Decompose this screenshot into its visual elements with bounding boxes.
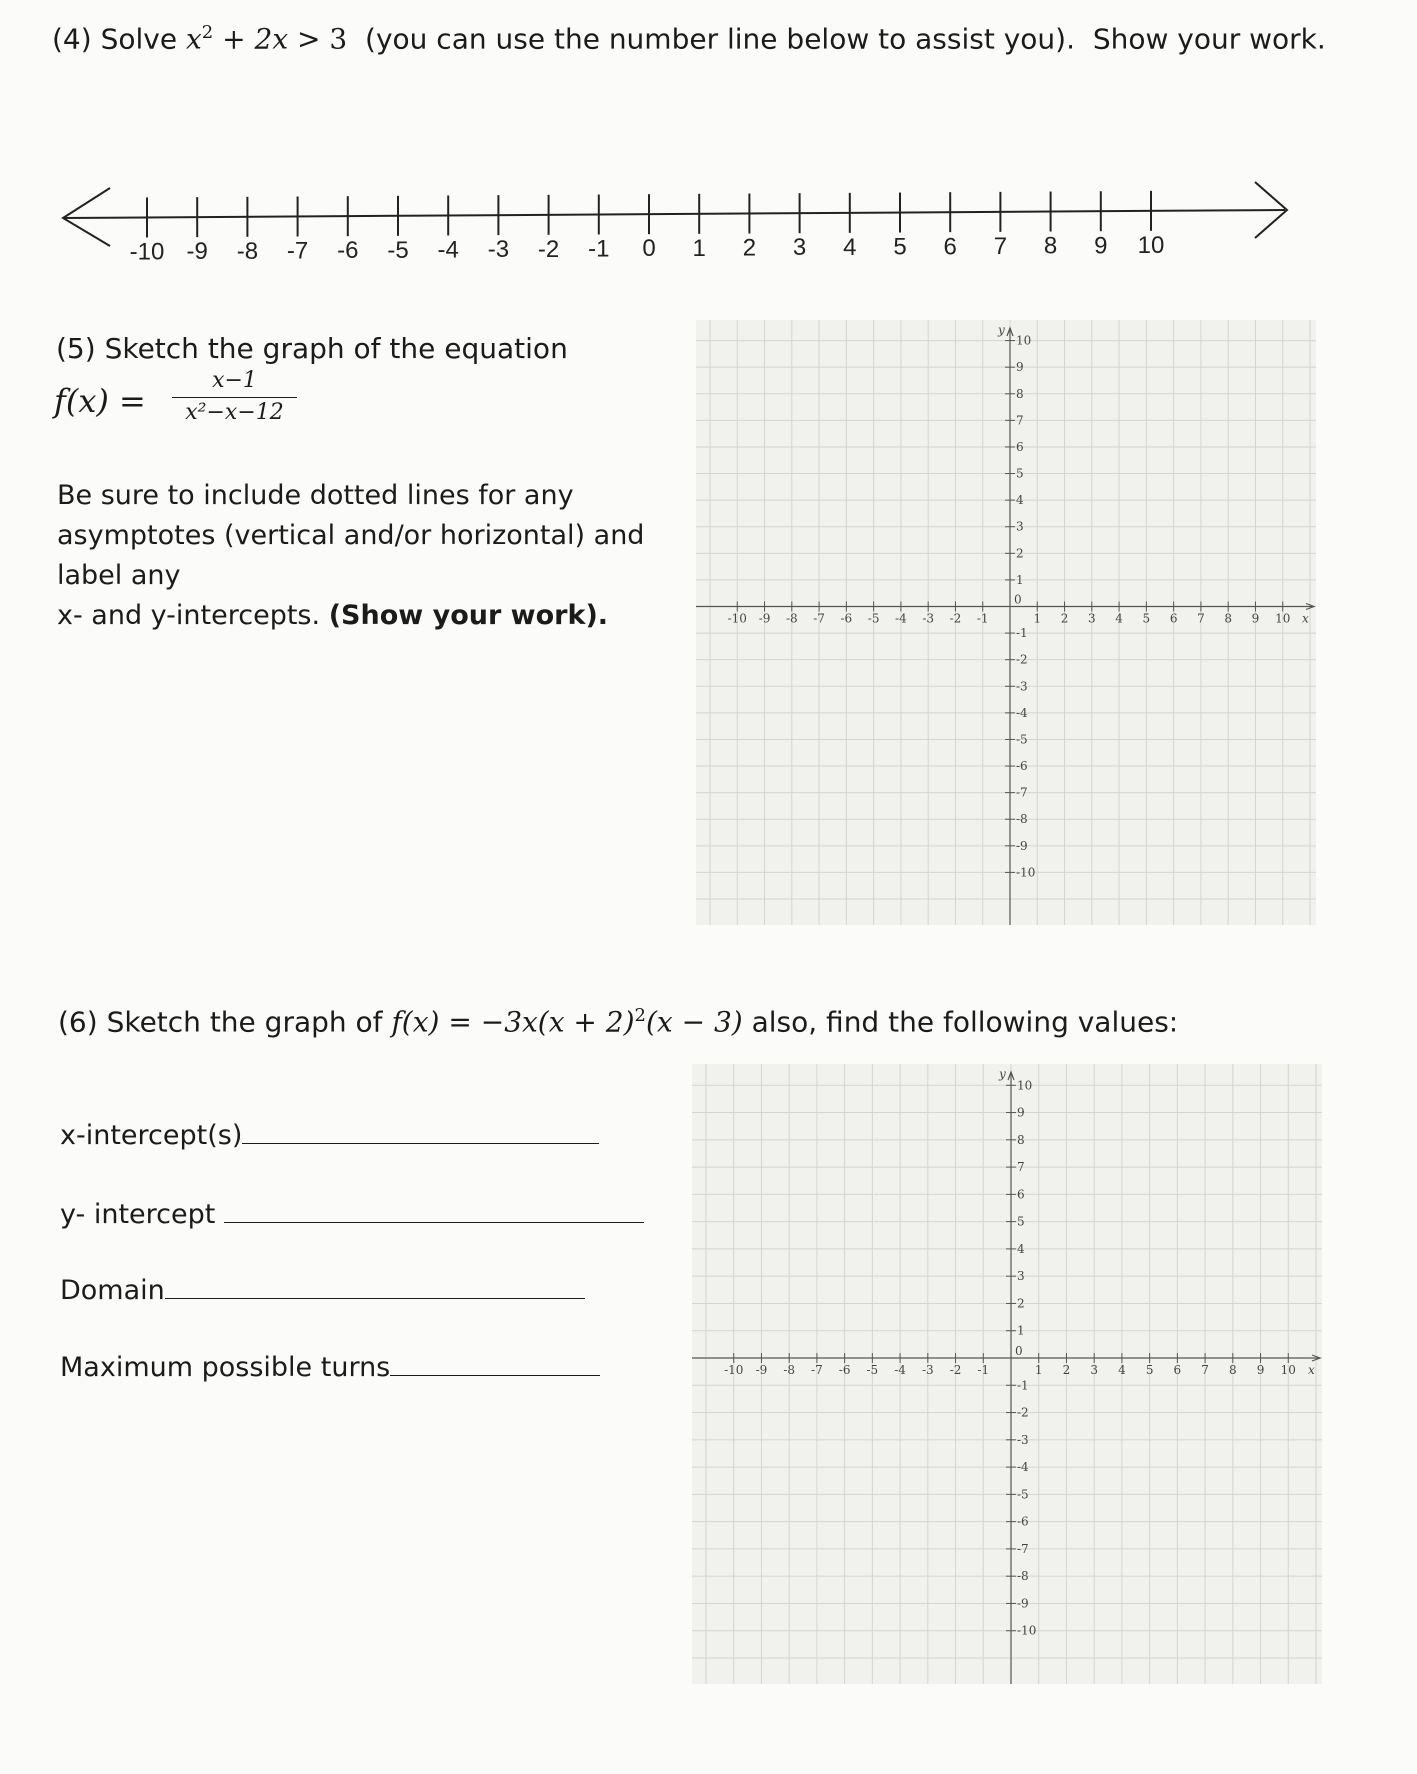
- number-line-label: -1: [588, 235, 610, 263]
- x-tick-label: 8: [1224, 611, 1233, 626]
- x-tick-label: -6: [838, 1363, 851, 1377]
- y-tick-label: -3: [1016, 679, 1028, 694]
- y-tick-label: -10: [1017, 1623, 1037, 1638]
- x-tick-label: 2: [1062, 1363, 1071, 1377]
- y-tick-label: 2: [1017, 1296, 1025, 1311]
- y-tick-label: 9: [1016, 360, 1024, 375]
- q4-exponent: 2: [201, 22, 214, 43]
- y-tick-label: -6: [1017, 1514, 1029, 1529]
- q5-title: [56, 332, 568, 365]
- x-tick-label: 4: [1118, 1363, 1126, 1377]
- y-tick-label: -7: [1017, 1541, 1029, 1556]
- q5-number: (5): [56, 332, 96, 365]
- q6-equals: =: [448, 1005, 472, 1039]
- number-line-label: 6: [943, 233, 957, 261]
- y-tick-label: -2: [1016, 652, 1028, 667]
- coordinate-grid-q6[interactable]: [692, 1064, 1322, 1684]
- q4-prompt: [52, 22, 1326, 55]
- y-tick-label: 7: [1016, 413, 1024, 428]
- y-tick-label: -1: [1017, 1378, 1029, 1393]
- y-tick-label: -9: [1017, 1596, 1029, 1611]
- y-tick-label: -8: [1016, 812, 1028, 827]
- y-tick-label: -5: [1016, 732, 1028, 747]
- y-tick-label: 6: [1016, 439, 1024, 454]
- domain-field: [60, 1272, 585, 1306]
- y-tick-label: 1: [1016, 572, 1024, 587]
- q5-instructions: [57, 476, 644, 636]
- q5-line-4: [57, 596, 644, 636]
- x-tick-label: -4: [894, 1363, 906, 1377]
- number-line-label: 7: [993, 232, 1008, 260]
- q4-plus: +: [222, 22, 246, 56]
- x-tick-label: 8: [1228, 1363, 1237, 1377]
- y-tick-label: 3: [1016, 519, 1024, 534]
- q5-title-text: Sketch the graph of the equation: [104, 332, 568, 365]
- x-tick-label: 6: [1169, 611, 1178, 626]
- x-tick-label: -10: [724, 1363, 744, 1377]
- q4-term2: 2x: [254, 22, 289, 56]
- number-line-labels: [130, 232, 1165, 265]
- q4-rhs: 3: [329, 22, 348, 56]
- q5-show-work: (Show your work).: [328, 600, 609, 631]
- y-tick-label: -4: [1017, 1460, 1029, 1475]
- y-tick-label: -7: [1016, 785, 1028, 800]
- x-tick-label: -2: [949, 611, 962, 626]
- y-tick-label: -4: [1016, 705, 1028, 720]
- q5-numerator: x−1: [172, 368, 297, 398]
- x-tick-label: 10: [1280, 1363, 1296, 1377]
- y-tick-label: 4: [1016, 493, 1024, 508]
- y-intercept-answer-line[interactable]: [224, 1196, 644, 1223]
- coordinate-grid-q5[interactable]: [696, 320, 1316, 925]
- y-tick-label: 1: [1017, 1323, 1025, 1338]
- x-tick-label: -10: [727, 611, 747, 626]
- q4-instruction-2: Show your work.: [1092, 22, 1326, 56]
- y-tick-label: -6: [1016, 759, 1028, 774]
- q4-relation: >: [297, 22, 321, 56]
- number-line-label: 3: [792, 234, 807, 262]
- x-tick-label: 5: [1142, 611, 1151, 626]
- q6-function-name: f(x): [391, 1005, 440, 1039]
- x-tick-label: 9: [1256, 1363, 1265, 1377]
- q6-expression: −3x(x + 2): [480, 1005, 635, 1039]
- x-tick-label: -9: [758, 611, 771, 626]
- q6-prompt: [58, 1005, 1178, 1038]
- x-tick-label: -3: [921, 1363, 934, 1377]
- x-tick-label: 7: [1201, 1363, 1209, 1377]
- x-tick-label: -1: [977, 1363, 990, 1377]
- q5-line-4-text: x- and y-intercepts.: [57, 600, 321, 631]
- y-tick-label: 2: [1016, 546, 1024, 561]
- number-line-label: 8: [1043, 232, 1058, 260]
- q5-line-1: Be sure to include dotted lines for any: [57, 480, 574, 511]
- y-tick-label: 9: [1017, 1105, 1025, 1120]
- number-line-ticks: [147, 191, 1151, 238]
- max-turns-label: Maximum possible turns: [60, 1352, 391, 1383]
- y-tick-label: 3: [1017, 1269, 1025, 1284]
- q5-denominator: x²−x−12: [185, 400, 284, 425]
- origin-label: 0: [1014, 592, 1022, 607]
- x-tick-label: -7: [813, 611, 825, 626]
- number-line-label: 5: [893, 233, 907, 261]
- x-tick-label: 3: [1087, 611, 1096, 626]
- x-tick-label: -8: [785, 611, 798, 626]
- q6-title: Sketch the graph of: [106, 1005, 383, 1039]
- x-intercepts-label: x-intercept(s): [60, 1120, 243, 1151]
- q6-expression-2: (x − 3): [645, 1005, 743, 1039]
- number-line-label: -8: [236, 237, 259, 265]
- number-line-label: -5: [387, 236, 409, 264]
- x-tick-label: -2: [949, 1363, 962, 1377]
- number-line-label: 4: [843, 233, 857, 261]
- y-tick-label: 6: [1017, 1187, 1025, 1202]
- x-tick-label: -6: [840, 611, 853, 626]
- number-line-label: -2: [537, 235, 560, 263]
- x-tick-label: -4: [895, 611, 907, 626]
- y-tick-label: 5: [1017, 1214, 1025, 1229]
- q5-line-3: label any: [57, 560, 181, 591]
- x-axis-label: x: [1308, 1363, 1315, 1377]
- x-tick-label: 3: [1090, 1363, 1099, 1377]
- y-tick-label: -2: [1017, 1405, 1029, 1420]
- x-tick-label: 6: [1173, 1363, 1182, 1377]
- y-axis-label: y: [998, 323, 1005, 337]
- x-tick-label: 10: [1275, 611, 1291, 626]
- y-intercept-field: [60, 1196, 644, 1230]
- y-tick-label: 5: [1016, 466, 1024, 481]
- x-tick-label: -1: [976, 611, 989, 626]
- number-line-label: 10: [1137, 231, 1165, 259]
- number-line-label: -9: [186, 238, 208, 266]
- y-tick-label: 8: [1016, 386, 1024, 401]
- q5-line-2: asymptotes (vertical and/or horizontal) and: [57, 520, 645, 551]
- number-line-label: 9: [1094, 232, 1108, 260]
- number-line-label: -3: [487, 236, 510, 264]
- y-tick-label: -3: [1017, 1432, 1029, 1447]
- x-tick-label: 4: [1115, 611, 1123, 626]
- x-intercepts-answer-line[interactable]: [242, 1117, 599, 1144]
- y-tick-label: -9: [1016, 838, 1028, 853]
- domain-answer-line[interactable]: [165, 1272, 585, 1299]
- q4-instruction: (you can use the number line below to assist you).: [365, 22, 1075, 56]
- x-tick-label: 1: [1033, 611, 1042, 626]
- y-tick-label: -5: [1017, 1487, 1029, 1502]
- number-line-label: -6: [337, 237, 359, 265]
- x-tick-label: -8: [783, 1363, 796, 1377]
- y-tick-label: -8: [1017, 1569, 1029, 1584]
- x-intercepts-field: [60, 1117, 599, 1151]
- x-tick-label: 9: [1251, 611, 1260, 626]
- domain-label: Domain: [60, 1275, 165, 1306]
- y-tick-label: 8: [1017, 1132, 1025, 1147]
- x-tick-label: -5: [867, 611, 880, 626]
- q6-suffix: also, find the following values:: [751, 1005, 1179, 1039]
- number-line: [55, 180, 1305, 300]
- x-tick-label: -7: [811, 1363, 823, 1377]
- q6-number: (6): [58, 1005, 98, 1039]
- q4-verb: Solve: [100, 22, 178, 56]
- x-tick-label: -5: [866, 1363, 879, 1377]
- max-turns-answer-line[interactable]: [390, 1349, 600, 1376]
- number-line-label: -10: [129, 238, 165, 266]
- max-turns-field: [60, 1349, 600, 1383]
- y-tick-label: 7: [1017, 1160, 1025, 1175]
- y-tick-label: -1: [1016, 626, 1028, 641]
- x-tick-label: 2: [1060, 611, 1069, 626]
- x-tick-label: 1: [1034, 1363, 1043, 1377]
- origin-label: 0: [1015, 1344, 1023, 1358]
- q6-exponent: 2: [634, 1005, 646, 1026]
- q4-number: (4): [52, 22, 92, 56]
- number-line-label: -4: [437, 236, 459, 264]
- x-tick-label: 7: [1197, 611, 1205, 626]
- y-tick-label: 10: [1017, 1078, 1033, 1093]
- number-line-label: 0: [642, 235, 656, 263]
- number-line-label: 1: [692, 234, 706, 262]
- number-line-label: -7: [286, 237, 309, 265]
- x-tick-label: -9: [755, 1363, 768, 1377]
- q4-var-x: x: [185, 22, 202, 56]
- y-tick-label: -10: [1016, 865, 1036, 880]
- y-intercept-label: y- intercept: [60, 1199, 216, 1230]
- x-tick-label: -3: [922, 611, 935, 626]
- x-tick-label: 5: [1145, 1363, 1154, 1377]
- y-tick-label: 10: [1016, 333, 1032, 348]
- number-line-label: 2: [742, 234, 757, 262]
- q5-function-name: f(x) =: [54, 382, 146, 420]
- q5-fraction: [172, 368, 297, 425]
- y-tick-label: 4: [1017, 1241, 1025, 1256]
- x-axis-label: x: [1302, 611, 1309, 626]
- y-axis-label: y: [999, 1067, 1006, 1081]
